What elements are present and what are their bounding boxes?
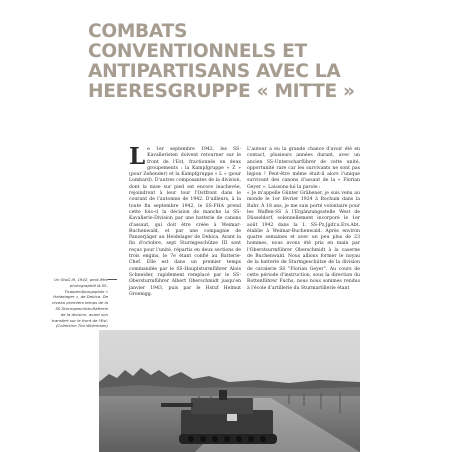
article-headline xyxy=(88,22,388,102)
headline-line-2: CONVENTIONNELS ET xyxy=(88,41,307,62)
headline-line-3: ANTIPARTISANS AVEC LA xyxy=(88,61,341,82)
right-paragraph-1: L'auteur a eu la grande chance d'avoir été en contact, plusieurs années durant, avec un ancien SS-Unterscharführer de cette unité, opportunité rare car les survivants ne sont pas légion ! Peut-être même était-il alors l'unique survivant des canons d'assaut de la « Florian Geyer ». Laissons-lui la parole : xyxy=(247,147,360,190)
tank-photo xyxy=(99,330,360,452)
right-paragraph-2: « Je m'appelle Günter Gräbener, je suis venu au monde le 1er février 1924 à Bochum dans la Ruhr. À 18 ans, je me suis porté volontaire pour les Waffen-SS à l'Ergänzungsstelle West de Düsseldorf, solennellement incorporé le 1er août 1942 dans la 1. SS-Pz.Jgdr.u.Ers.Abt. établie à Weimar-Buchenwald. Après environ quatre semaines et avec un peu plus de 23 hommes, nous avons été pris en main par l'Oberstsurmführer Oberschmidt à la caserne de Buchenwald. Nous allions former le noyau de la batterie de Sturmgeschütze de la division de cavalerie SS "Florian Geyer". Au cours de cette période d'instruction, sous la direction du Rottenführer Fuchs, nous nous sommes rendus à l'école d'artillerie du Sturmartillerie étant xyxy=(247,191,360,291)
right-text-column xyxy=(247,147,360,292)
headline-line-4: HEERESGRUPPE « MITTE » xyxy=(88,81,355,102)
photo-caption: Un StuG III, 1942, peut-être photographié là SS-Truppenübungsplatz « Heidelager », de Debica. De niveau premiers temps de la SS-Sturmgeschütz-Batterie de la division, avant son transfert sur le front de l'Est. (Collection Tim Willemsen) xyxy=(51,277,108,329)
headline-line-1: COMBATS xyxy=(88,21,188,42)
drop-cap: L xyxy=(129,143,146,170)
left-paragraph-1: e 1er septembre 1942, les SS-Kavalleristen doivent retourner sur le front de l'Est, fractionnés en deux groupements : la Kampfgruppe « Z » (pour Zehender) et la Kampfgruppe « L » (pour Lombard). D'autres composantes de la division, dont la mise sur pied est encore inachevée, rejoindront à leur tour l'Ostfront dans le courant de l'automne de 1942. D'ailleurs, à la toute fin septembre 1942, le SS-FHA prend cette fois-ci la décision de manche la SS-Kavallerie-Division par une batterie de canons d'assaut, qui doit être créée à Weimar-Buchenwald, et par une compagnie de Panzerjäger au Heidelager de Debica. Avant la fin d'octobre, sept Sturmgeschütze III sont reçus pour l'unité, répartis en deux sections de trois engins, le 7e étant confié au Batterie-Chef. Elle est dans un premier temps commandée par le SS-Hauptsturmführer Alois Schneider, rapidement remplacé par le SS-Obersturmführer Albert Oberschmidt jusqu'en janvier 1943, puis par le Hstuf Helmut Groenigg. xyxy=(129,147,241,297)
tank-photo-illustration xyxy=(99,330,360,452)
caption-rule xyxy=(108,279,117,280)
left-text-column xyxy=(129,143,241,298)
